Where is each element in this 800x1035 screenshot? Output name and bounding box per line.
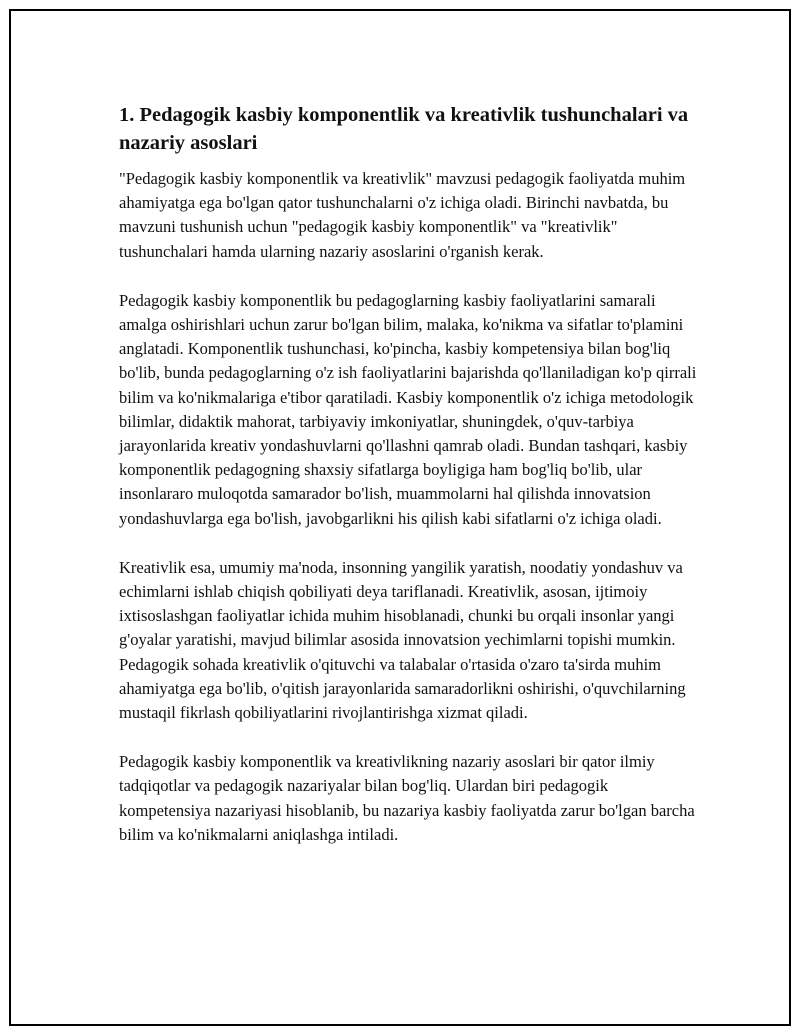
paragraph-4: Pedagogik kasbiy komponentlik va kreativlikning nazariy asoslari bir qator ilmiy tadqiqotlar va pedagogik nazariyalar bilan bog'liq. Ulardan biri pedagogik kompetensiya nazariyasi hisoblanib, bu nazariya kasbiy faoliyatda zarur bo'lgan barcha bilim va ko'nikmalarni aniqlashga intiladi. (119, 752, 695, 844)
document-page (9, 9, 791, 1026)
section-title: 1. Pedagogik kasbiy komponentlik va kreativlik tushunchalari va nazariy asoslari (119, 104, 689, 154)
paragraph-1: "Pedagogik kasbiy komponentlik va kreativlik" mavzusi pedagogik faoliyatda muhim ahamiyatga ega bo'lgan qator tushunchalarni o'z ichiga oladi. Birinchi navbatda, bu mavzuni tushunish uchun "pedagogik kasbiy komponentlik" va "kreativlik" tushunchalari hamda ularning nazariy asoslarini o'rganish kerak. (119, 169, 686, 261)
paragraph-3: Kreativlik esa, umumiy ma'noda, insonning yangilik yaratish, noodatiy yondashuv va echimlarni ishlab chiqish qobiliyati deya tariflanadi. Kreativlik, asosan, ijtimoiy ixtisoslashgan faoliyatlar ichida muhim hisoblanadi, chunki bu orqali insonlar yangi g'oyalar yaratishi, mavjud bilimlar asosida innovatsion yechimlarni topishi mumkin. Pedagogik sohada kreativlik o'qituvchi va talabalar o'rtasida o'zaro ta'sirda muhim ahamiyatga ega bo'lib, o'qitish jarayonlarida samaradorlikni oshirishi, o'quvchilarning mustaqil fikrlash qobiliyatlarini rivojlantirishga xizmat qiladi. (119, 557, 686, 723)
paragraph-2: Pedagogik kasbiy komponentlik bu pedagoglarning kasbiy faoliyatlarini samarali amalga oshirishlari uchun zarur bo'lgan bilim, malaka, ko'nikma va sifatlar to'plamini anglatadi. Komponentlik tushunchasi, ko'pincha, kasbiy kompetensiya bilan bog'liq bo'lib, bunda pedagoglarning o'z ish faoliyatlarini bajarishda qo'llaniladigan ko'p qirrali bilim va ko'nikmalariga e'tibor qaratiladi. Kasbiy komponentlik o'z ichiga metodologik bilimlar, didaktik mahorat, tarbiyaviy imkoniyatlar, shuningdek, o'quv-tarbiya jarayonlarida kreativ yondashuvlarni qo'llashni qamrab oladi. Bundan tashqari, kasbiy komponentlik pedagogning shaxsiy sifatlarga boyligiga ham bog'liq bo'lib, ular insonlararo muloqotda samarador bo'lish, muammolarni hal qilishda innovatsion yondashuvlarga ega bo'lish, javobgarlikni his qilish kabi sifatlarni o'z ichiga oladi. (119, 290, 697, 528)
document-body (119, 101, 699, 872)
